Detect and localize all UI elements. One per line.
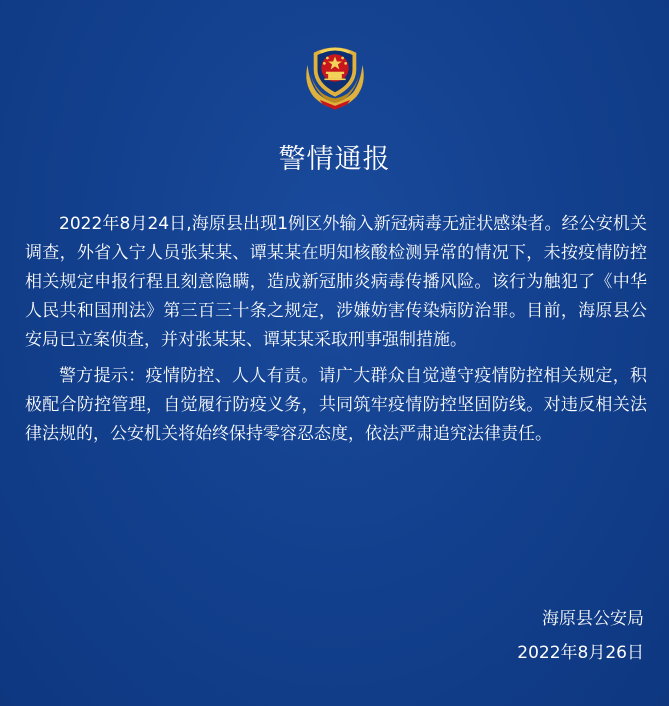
signature-org: 海原县公安局 bbox=[542, 609, 644, 629]
signature-block bbox=[517, 602, 644, 670]
paragraph-incident: 2022年8月24日,海原县出现1例区外输入新冠病毒无症状感染者。经公安机关调查，外省入宁人员张某某、谭某某在明知核酸检测异常的情况下，未按疫情防控相关规定申报行程且刻意隐瞒，造成新冠肺炎病毒传播风险。该行为触犯了《中华人民共和国刑法》第三百三十条之规定，涉嫌妨害传染病防治罪。目前，海原县公安局已立案侦查，并对张某某、谭某某采取刑事强制措施。 bbox=[25, 214, 647, 350]
notice-body bbox=[25, 210, 647, 456]
police-emblem-icon bbox=[297, 36, 373, 112]
paragraph-police-reminder: 警方提示：疫情防控、人人有责。请广大群众自觉遵守疫情防控相关规定，积极配合防控管理，自觉履行防疫义务，共同筑牢疫情防控坚固防线。对违反相关法律法规的，公安机关将始终保持零容忍态度，依法严肃追究法律责任。 bbox=[25, 366, 647, 444]
signature-date: 2022年8月26日 bbox=[517, 643, 644, 663]
page-title: 警情通报 bbox=[278, 144, 391, 175]
